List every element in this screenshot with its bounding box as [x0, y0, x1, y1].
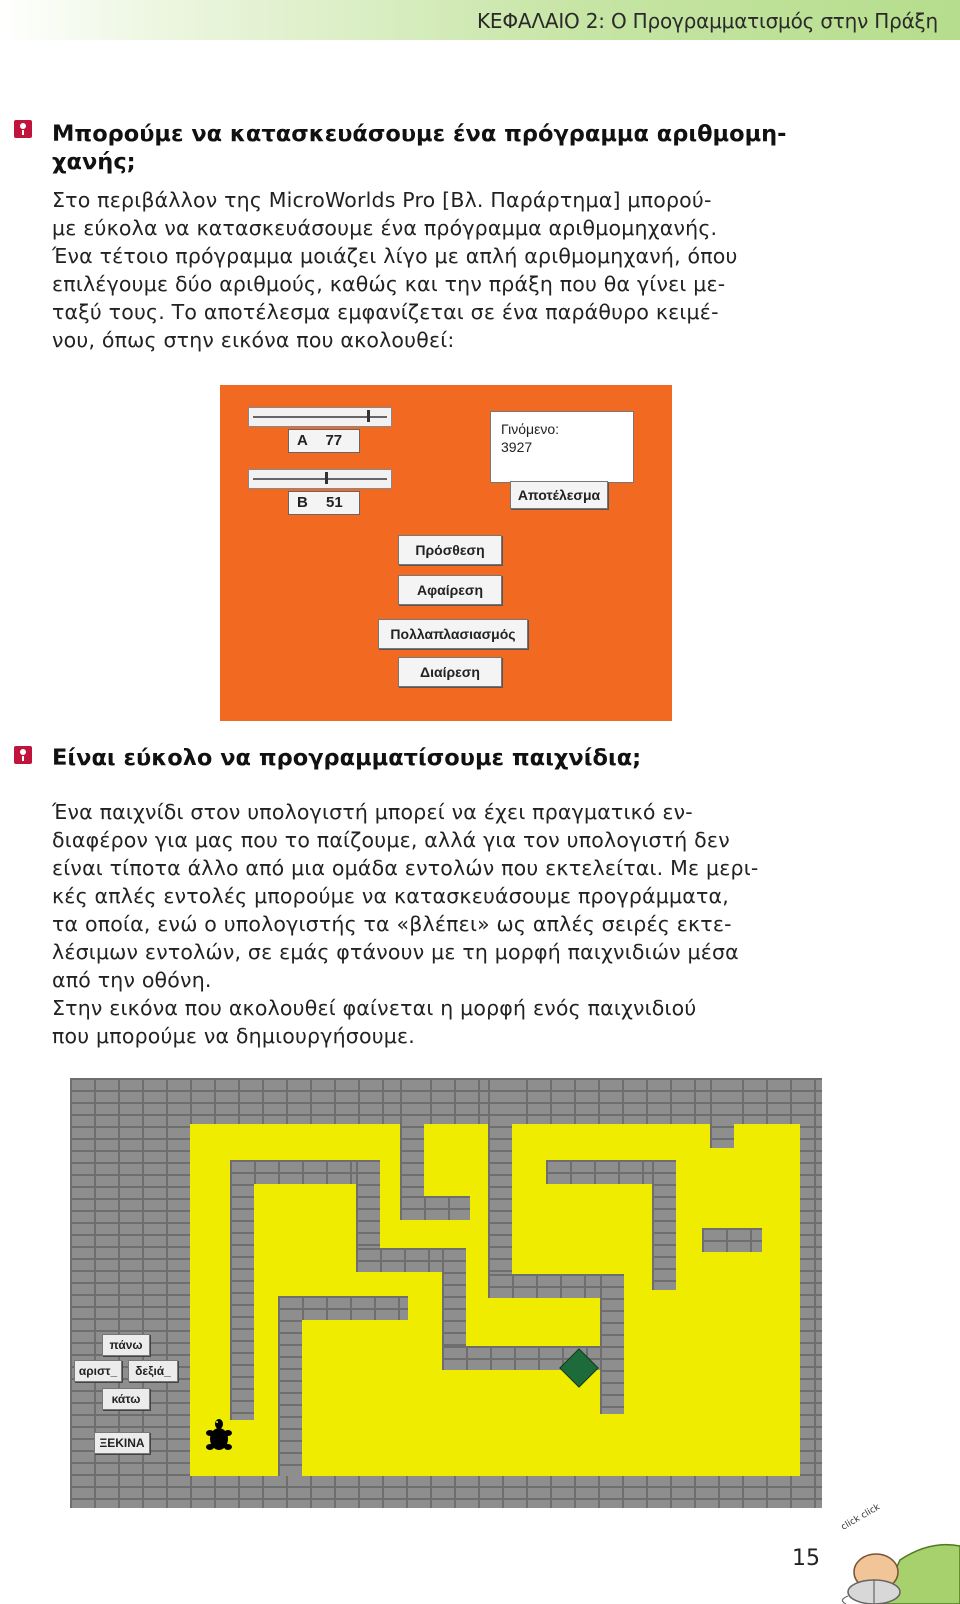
paragraph-line: Ένα παιχνίδι στον υπολογιστή μπορεί να έχει πραγματικό εν-: [52, 800, 693, 824]
paragraph-line: Στην εικόνα που ακολουθεί φαίνεται η μορφή ενός παιχνιδιού: [52, 996, 697, 1020]
paragraph-line: διαφέρον για μας που το παίζουμε, αλλά για τον υπολογιστή δεν: [52, 828, 730, 852]
section1-heading: [52, 120, 822, 176]
slider-a-thumb[interactable]: [367, 410, 370, 422]
paragraph-line: είναι τίποτα άλλο από μια ομάδα εντολών που εκτελείται. Με μερι-: [52, 856, 759, 880]
maze-wall: [710, 1078, 734, 1148]
section1-paragraph: [52, 186, 822, 354]
paragraph-line: τα οποία, ενώ ο υπολογιστής τα «βλέπει» ως απλές σειρές εκτε-: [52, 912, 732, 936]
maze-wall: [702, 1228, 762, 1252]
paragraph-line: ταξύ τους. Το αποτέλεσμα εμφανίζεται σε ένα παράθυρο κειμέ-: [52, 300, 719, 324]
start-button[interactable]: ΞΕΚΙΝΑ: [94, 1432, 150, 1454]
maze-wall: [400, 1196, 470, 1220]
page-number: 15: [792, 1546, 820, 1571]
subtraction-button[interactable]: Αφαίρεση: [398, 575, 502, 605]
section1-heading-line: Μπορούμε να κατασκευάσουμε ένα πρόγραμμα αριθμομη-: [52, 121, 787, 147]
slider-b[interactable]: [248, 469, 392, 489]
paragraph-line: που μπορούμε να δημιουργήσουμε.: [52, 1024, 416, 1048]
paragraph-line: Στο περιβάλλον της MicroWorlds Pro [Βλ. Παράρτημα] μπορού-: [52, 188, 712, 212]
value-box-b: [288, 491, 360, 515]
section2-heading: Είναι εύκολο να προγραμματίσουμε παιχνίδια;: [52, 745, 642, 771]
turtle-icon[interactable]: [205, 1418, 233, 1454]
up-button[interactable]: πάνω: [102, 1334, 150, 1356]
paragraph-line: επιλέγουμε δύο αριθμούς, καθώς και την πράξη που θα γίνει με-: [52, 272, 726, 296]
maze-wall: [600, 1274, 624, 1414]
maze-wall: [488, 1274, 618, 1298]
slider-a[interactable]: [248, 407, 392, 427]
multiplication-button[interactable]: Πολλαπλασιασμός: [378, 619, 528, 649]
value-b-label: B: [297, 494, 308, 511]
value-a: 77: [325, 432, 343, 449]
computer-mouse-cartoon-icon: [840, 1500, 960, 1604]
click-text: click click: [840, 1502, 882, 1533]
result-label: Γινόμενο:: [501, 421, 559, 437]
left-button[interactable]: αριστ_: [74, 1360, 122, 1382]
addition-button[interactable]: Πρόσθεση: [398, 535, 502, 565]
slider-b-thumb[interactable]: [325, 472, 328, 484]
down-button[interactable]: κάτω: [102, 1388, 150, 1410]
right-button[interactable]: δεξιά_: [128, 1360, 178, 1382]
value-box-a: [288, 429, 360, 453]
calculator-figure: [220, 385, 672, 721]
value-a-label: A: [297, 432, 308, 449]
result-text-box: [490, 411, 634, 483]
maze-wall: [278, 1296, 302, 1476]
maze-wall: [230, 1160, 254, 1420]
info-icon: [14, 746, 32, 764]
value-b: 51: [326, 494, 343, 511]
maze-game-figure: [70, 1078, 822, 1508]
paragraph-line: λέσιμων εντολών, σε εμάς φτάνουν με τη μορφή παιχνιδιών μέσα: [52, 940, 739, 964]
result-value: 3927: [501, 439, 533, 455]
division-button[interactable]: Διαίρεση: [398, 657, 502, 687]
paragraph-line: νου, όπως στην εικόνα που ακολουθεί:: [52, 328, 455, 352]
section1-heading-line: χανής;: [52, 149, 136, 175]
maze-wall: [488, 1078, 512, 1298]
maze-wall: [652, 1160, 676, 1290]
info-icon: [14, 120, 32, 138]
chapter-title: ΚΕΦΑΛΑΙΟ 2: Ο Προγραμματισμός στην Πράξη: [477, 9, 938, 33]
paragraph-line: Ένα τέτοιο πρόγραμμα μοιάζει λίγο με απλή αριθμομηχανή, όπου: [52, 244, 738, 268]
paragraph-line: από την οθόνη.: [52, 968, 212, 992]
paragraph-line: με εύκολα να κατασκευάσουμε ένα πρόγραμμα αριθμομηχανής.: [52, 216, 718, 240]
paragraph-line: κές απλές εντολές μπορούμε να κατασκευάσουμε προγράμματα,: [52, 884, 729, 908]
section2-paragraph: [52, 798, 822, 1050]
result-button[interactable]: Αποτέλεσμα: [510, 481, 608, 509]
